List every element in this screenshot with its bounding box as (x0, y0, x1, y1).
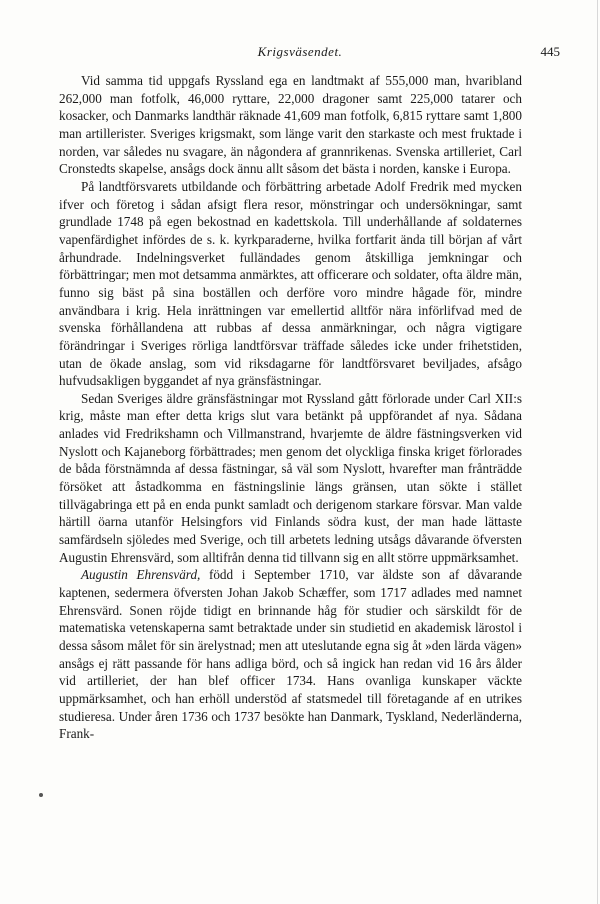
margin-mark (39, 793, 43, 797)
body-text (59, 72, 522, 743)
paragraph-ehrensvard (59, 566, 522, 743)
paragraph-ehrensvard-text: född i September 1710, var äldste son af dåvarande kaptenen, sedermera öfversten Johan Jakob Schæffer, som 1717 adlades med namnet Ehrensvärd. Sonen röjde tidigt en brinnande håg för studier och särskildt för de matematiska vetenskaperna samt betraktade under sin studietid en akademisk lärostol i dessa såsom målet för sin ärelystnad; men att uteslutande egna sig åt »den lärda vägen» ansågs ej rätt passande för hans adliga börd, och så ingick han redan vid 16 års ålder vid artilleriet, der han blef officer 1734. Hans ovanliga kunskaper väckte uppmärksamhet, och han erhöll understöd af statsmedel till företagande af en utrikes studieresa. Under åren 1736 och 1737 besökte han Danmark, Tyskland, Nederländerna, Frank- (59, 567, 522, 742)
running-title: Krigsväsendet. (257, 44, 343, 59)
person-name: Augustin Ehrensvärd, (81, 567, 201, 583)
page-edge-rule (597, 0, 598, 904)
paragraph-border-fortresses: Sedan Sveriges äldre gränsfästningar mot Ryssland gått förlorade under Carl XII:s krig, måste man efter detta krigs slut vara betänkt på uppförandet af nya. Sådana anlades vid Fredrikshamn och Villmanstrand, hvarjemte de äldre fästningsverken vid Nyslott och Kajaneborg förbättrades; men genom det olyckliga finska kriget förlorades de båda förstnämnda af dessa fästningar, så väl som Nyslott, hvarefter man frånträdde försöket att åstadkomma en fästningslinie längs gränsen, utan sökte i stället tillvägabringa ett på en enda punkt samladt och derigenom starkare försvar. Man valde härtill öarna utanför Helsingfors vid Finlands södra kust, der man hade lättaste samfärdseln sjöledes med Sverige, och till arbetets ledning utsågs dåvarande öfversten Augustin Ehrensvärd, som alltifrån denna tid tillvann sig en allt större uppmärksamhet. (59, 390, 522, 565)
paragraph-adolf-fredrik: På landtförsvarets utbildande och förbättring arbetade Adolf Fredrik med mycken ifver och företog i sådan afsigt flera resor, mönstringar och undersökningar, samt grundlade 1748 på egen bekostnad en kadettskola. Till underhållande af soldaternes vapenfärdighet infördes de s. k. kyrkparaderne, hvilka fortfarit ända till början af vårt århundrade. Indelningsverket fulländades genom åtskilliga jemkningar och förbättringar; men mot detsamma anmärktes, att officerare och soldater, ofta äldre män, funno sig bäst på sina boställen och derföre voro mindre hågade för, mindre användbara i krig. Hela inrättningen var emellertid alltför nära införlifvad med de svenska förhållandena att rubbas af dessa anmärkningar, och några vigtigare förändringar i Sveriges rörliga landtförsvar träffade således icke under frihetstiden, utan de ökade anslag, som vid riksdagarne för landtförsvaret beviljades, afsågo hufvudsakligen byggandet af nya gränsfästningar. (59, 178, 522, 389)
paragraph-russian-forces: Vid samma tid uppgafs Ryssland ega en landtmakt af 555,000 man, hvaribland 262,000 man fotfolk, 46,000 ryttare, 22,000 dragoner samt 225,000 tatarer och kosacker, och Danmarks landthär räknade 41,609 man fotfolk, 6,815 ryttare samt 1,800 man artillerister. Sveriges krigsmakt, som länge varit den starkaste och mest fruktade i norden, var således nu svagare, än någondera af grannrikenas. Svenska artilleriet, Carl Cronstedts skapelse, ansågs dock ännu allt såsom det bästa i norden, kanske i Europa. (59, 73, 522, 177)
page-header (40, 44, 560, 62)
page-number: 445 (540, 44, 560, 59)
